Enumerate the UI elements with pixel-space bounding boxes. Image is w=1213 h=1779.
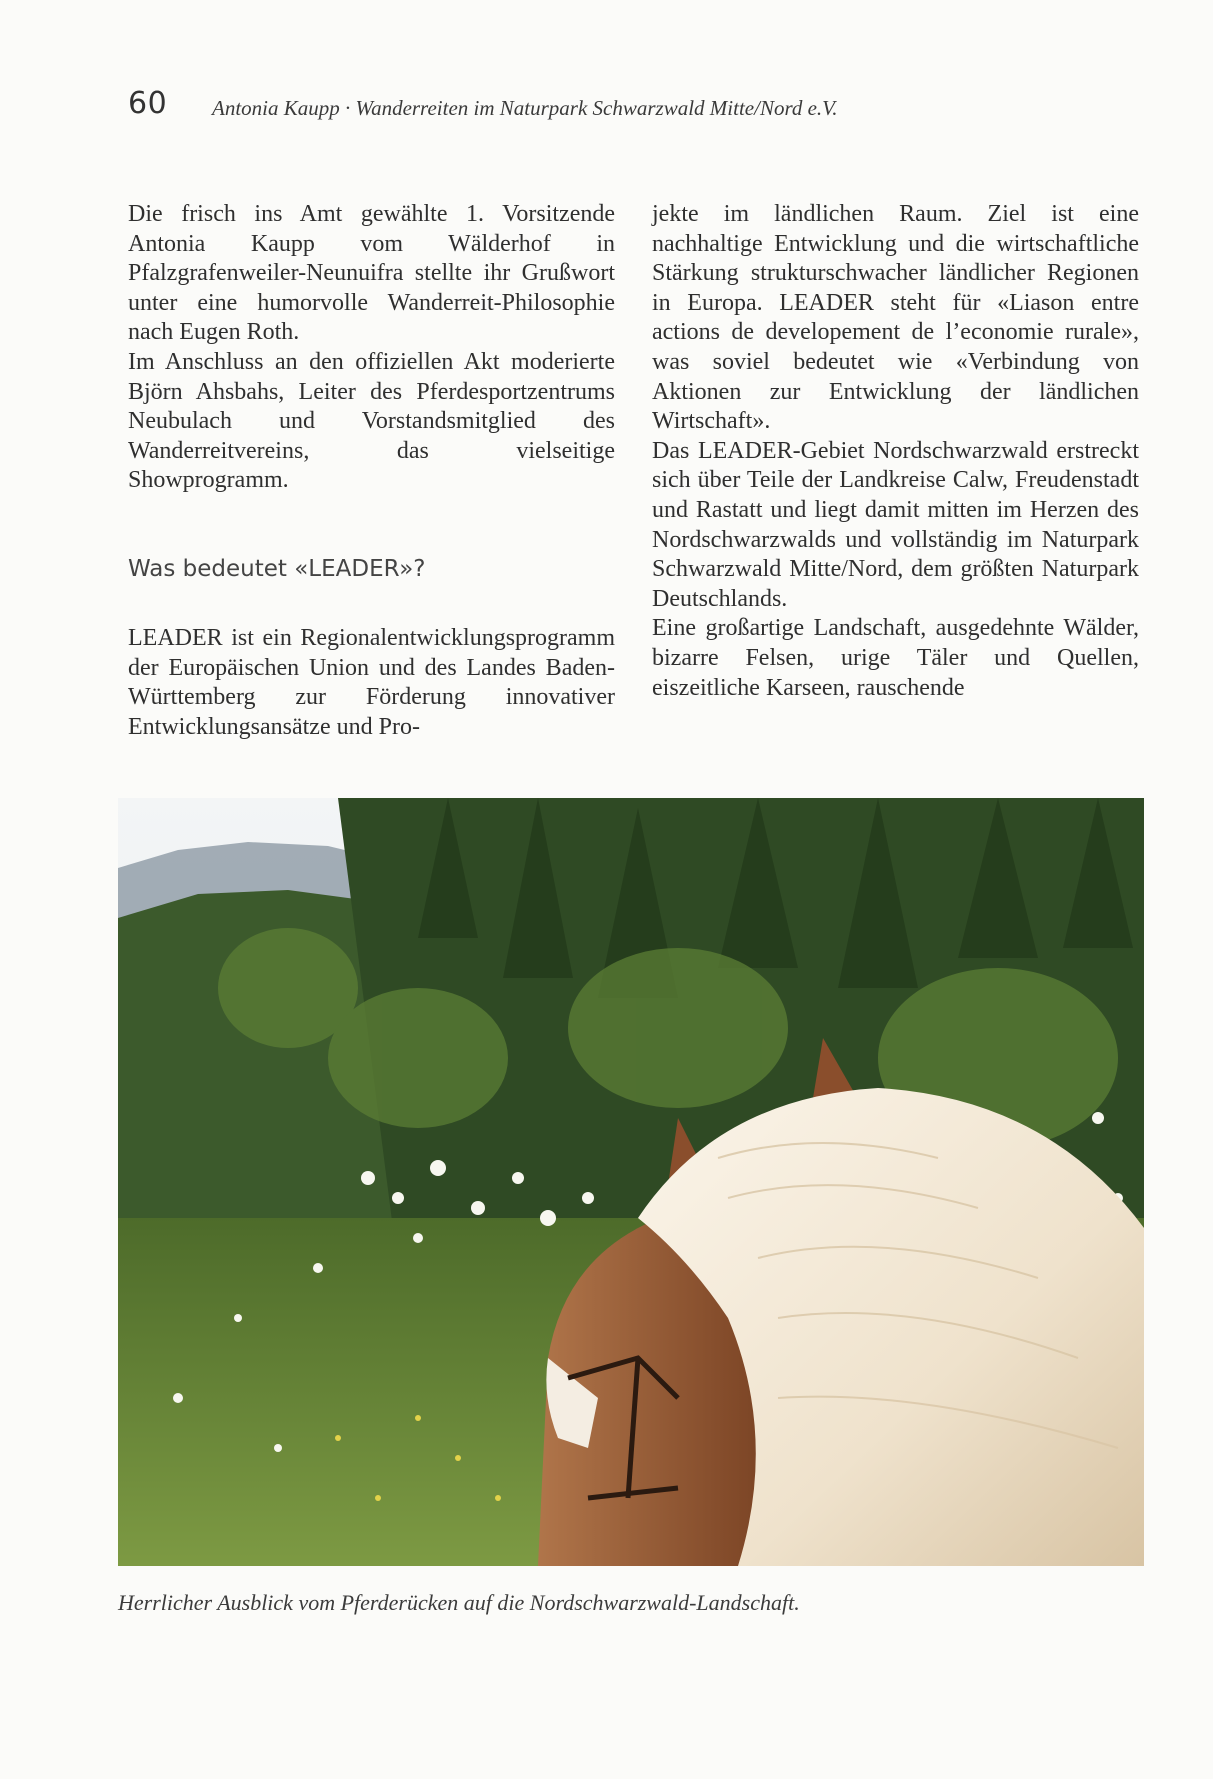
paragraph-landscape: Eine großartige Landschaft, ausgedehnte Wälder, bizarre Felsen, urige Täler und Quellen, eiszeitliche Karseen, rauschende [652, 615, 1139, 701]
section-heading-leader: Was bedeutet «LEADER»? [128, 555, 426, 582]
paragraph-leader-intro: LEADER ist ein Regionalentwicklungsprogramm der Europäischen Union und des Landes Baden-Württemberg zur Förderung innovativer Entwicklungsansätze und Pro- [128, 624, 615, 740]
left-column [128, 200, 615, 742]
page-number: 60 [128, 86, 168, 121]
paragraph-leader-goals: jekte im ländlichen Raum. Ziel ist eine nachhaltige Entwicklung und die wirtschaftliche Stärkung strukturschwacher ländlicher Regionen in Europa. LEADER steht für «Liason entre actions de developement de l’economie rurale», was soviel bedeutet wie «Verbindung von Aktionen zur Entwicklung der ländlichen Wirtschaft». [652, 201, 1139, 435]
paragraph-greeting: Die frisch ins Amt gewählte 1. Vorsitzende Antonia Kaupp vom Wälderhof in Pfalzgrafenweiler-Neunuifra stellte ihr Grußwort unter eine humorvolle Wanderreit-Philosophie nach Eugen Roth. [128, 201, 615, 346]
paragraph-leader-area: Das LEADER-Gebiet Nordschwarzwald erstreckt sich über Teile der Landkreise Calw, Freudenstadt und Rastatt und liegt damit mitten im Herzen des Nordschwarzwalds und vollständig im Naturpark Schwarzwald Mitte/Nord, dem größten Naturpark Deutschlands. [652, 437, 1139, 612]
photo-illustration [118, 798, 1144, 1566]
running-head: Antonia Kaupp · Wanderreiten im Naturpark Schwarzwald Mitte/Nord e.V. [212, 96, 838, 120]
figure-caption: Herrlicher Ausblick vom Pferderücken auf die Nordschwarzwald-Landschaft. [118, 1590, 800, 1615]
page-header [128, 86, 1028, 126]
landscape-photo [118, 798, 1144, 1566]
paragraph-showprogramm: Im Anschluss an den offiziellen Akt moderierte Björn Ahsbahs, Leiter des Pferdesportzentrums Neubulach und Vorstandsmitglied des Wanderreitvereins, das vielseitige Showprogramm. [128, 348, 615, 494]
right-column [652, 200, 1139, 703]
